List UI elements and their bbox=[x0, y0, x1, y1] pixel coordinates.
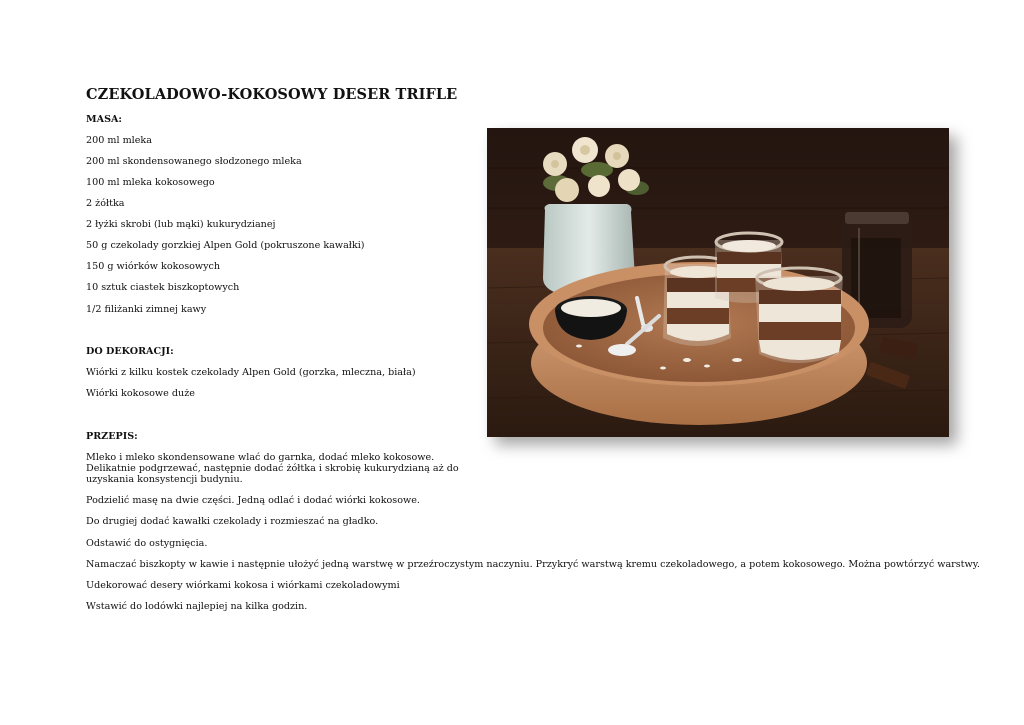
recipe-step: Namaczać biszkopty w kawie i następnie ułożyć jedną warstwę w przeźroczystym naczyniu. Przykryć warstwą kremu czekoladowego, a potem kokosowego. Można powtórzyć warstwy. bbox=[86, 559, 980, 570]
dessert-photo bbox=[487, 128, 949, 437]
decoration-item: Wiórki z kilku kostek czekolady Alpen Gold (gorzka, mleczna, biała) bbox=[86, 367, 416, 378]
recipe-step: Odstawić do ostygnięcia. bbox=[86, 538, 208, 549]
ingredient-item: 150 g wiórków kokosowych bbox=[86, 261, 221, 272]
ingredient-item: 10 sztuk ciastek biszkoptowych bbox=[86, 282, 240, 293]
recipe-step: Udekorować desery wiórkami kokosa i wiórkami czekoladowymi bbox=[86, 580, 400, 591]
ingredient-item: 200 ml skondensowanego słodzonego mleka bbox=[86, 156, 302, 167]
ingredient-item: 100 ml mleka kokosowego bbox=[86, 177, 215, 188]
recipe-heading: PRZEPIS: bbox=[86, 431, 138, 442]
recipe-step: Mleko i mleko skondensowane wlać do garnka, dodać mleko kokosowe. Delikatnie podgrzewać, następnie dodać żółtka i skrobię kukurydzianą aż do uzyskania konsystencji budyniu. bbox=[86, 452, 459, 485]
page-title: CZEKOLADOWO-KOKOSOWY DESER TRIFLE bbox=[86, 86, 458, 103]
ingredient-item: 2 żółtka bbox=[86, 198, 125, 209]
dessert-photo-illustration bbox=[487, 128, 949, 437]
decoration-heading: DO DEKORACJI: bbox=[86, 346, 174, 357]
masa-heading: MASA: bbox=[86, 114, 122, 125]
recipe-step: Podzielić masę na dwie części. Jedną odlać i dodać wiórki kokosowe. bbox=[86, 495, 420, 506]
decoration-item: Wiórki kokosowe duże bbox=[86, 388, 195, 399]
ingredient-item: 2 łyżki skrobi (lub mąki) kukurydzianej bbox=[86, 219, 276, 230]
ingredient-item: 1/2 filiżanki zimnej kawy bbox=[86, 304, 207, 315]
recipe-step: Do drugiej dodać kawałki czekolady i rozmieszać na gładko. bbox=[86, 516, 379, 527]
recipe-step: Wstawić do lodówki najlepiej na kilka godzin. bbox=[86, 601, 308, 612]
ingredient-item: 200 ml mleka bbox=[86, 135, 152, 146]
ingredient-item: 50 g czekolady gorzkiej Alpen Gold (pokruszone kawałki) bbox=[86, 240, 365, 251]
